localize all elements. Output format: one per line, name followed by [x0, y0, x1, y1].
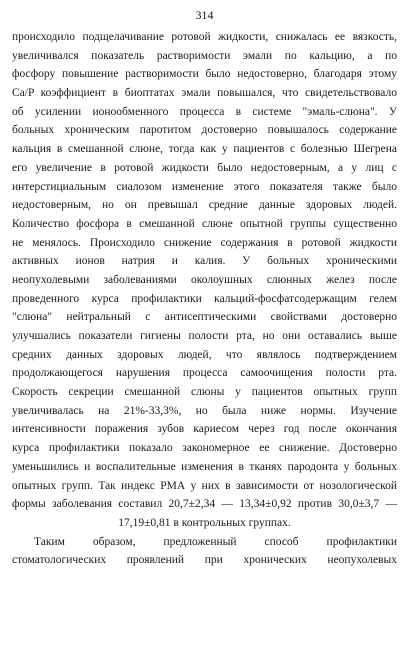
- page-number: 314: [195, 8, 214, 22]
- text-line: продолжающегося нарушения процесса самоочищения полости рта.: [12, 367, 397, 380]
- text-line: улучшались показатели гигиены полости рта, но они оставались выше: [12, 330, 397, 342]
- text-line: интенсивности поражения зубов кариесом через год после окончания: [12, 423, 397, 436]
- text-line: неопухолевыми заболеваниями околоушных слюнных желез после: [12, 273, 397, 286]
- text-line: об усилении ионообменного процесса в системе "эмаль-слюна". У: [12, 105, 397, 118]
- text-line: не менялось. Происходило снижение содержания в ротовой жидкости: [12, 236, 397, 249]
- text-line: интерстициальным сиалозом изменение этого показателя также было: [12, 180, 397, 193]
- text-line: его увеличение в ротовой жидкости было недостоверным, а у лиц с: [12, 161, 397, 174]
- text-line: средних данных здоровых людей, что являлось подтверждением: [12, 348, 397, 361]
- text-line: формы заболевания составил 20,7±2,34 — 13,34±0,92 против 30,0±3,7 —: [12, 498, 397, 511]
- text-line: Скорость секреции смешанной слюны у пациентов опытных групп: [12, 386, 397, 399]
- text-line: активных ионов натрия и калия. У больных хроническими: [12, 255, 397, 268]
- text-line: кальция в смешанной слюне, тогда как у пациентов с болезнью Шегрена: [12, 143, 397, 156]
- text-line: Количество фосфора в смешанной слюне опытной группы существенно: [12, 217, 397, 230]
- text-line: проведенного курса профилактики кальций-фосфатсодержащим гелем: [12, 292, 397, 305]
- body-text: [12, 28, 397, 570]
- text-line: недостоверным, но он превышал средние данные здоровых людей.: [12, 199, 397, 212]
- text-line: стоматологических проявлений при хронических неопухолевых: [12, 554, 397, 567]
- text-line: Таким образом, предложенный способ профилактики: [34, 535, 397, 548]
- text-line: увеличивался показатель растворимости эмали по кальцию, а по: [12, 49, 397, 62]
- text-line: курса профилактики показало закономерное ее снижение. Достоверно: [12, 442, 397, 455]
- text-line: увеличивалась на 21%-33,3%, но была ниже нормы. Изучение: [12, 404, 397, 417]
- text-line: Ca/P коэффициент в биоптатах эмали повышался, что свидетельствовало: [12, 87, 397, 100]
- text-line: 17,19±0,81 в контрольных группах.: [118, 516, 291, 529]
- text-line: "слюна" нейтральный с антисептическими свойствами достоверно: [12, 311, 397, 324]
- text-line: больных хроническим паротитом достоверно повышалось содержание: [12, 124, 397, 137]
- text-line: происходило подщелачивание ротовой жидкости, снижалась ее вязкость,: [12, 31, 397, 43]
- text-line: уменьшились и воспалительные изменения в тканях пародонта у больных: [12, 460, 397, 473]
- text-line: фосфору повышение растворимости было недостоверно, благодаря этому: [12, 68, 397, 81]
- text-line: опытных групп. Так индекс РМА у них в зависимости от нозологической: [12, 479, 397, 492]
